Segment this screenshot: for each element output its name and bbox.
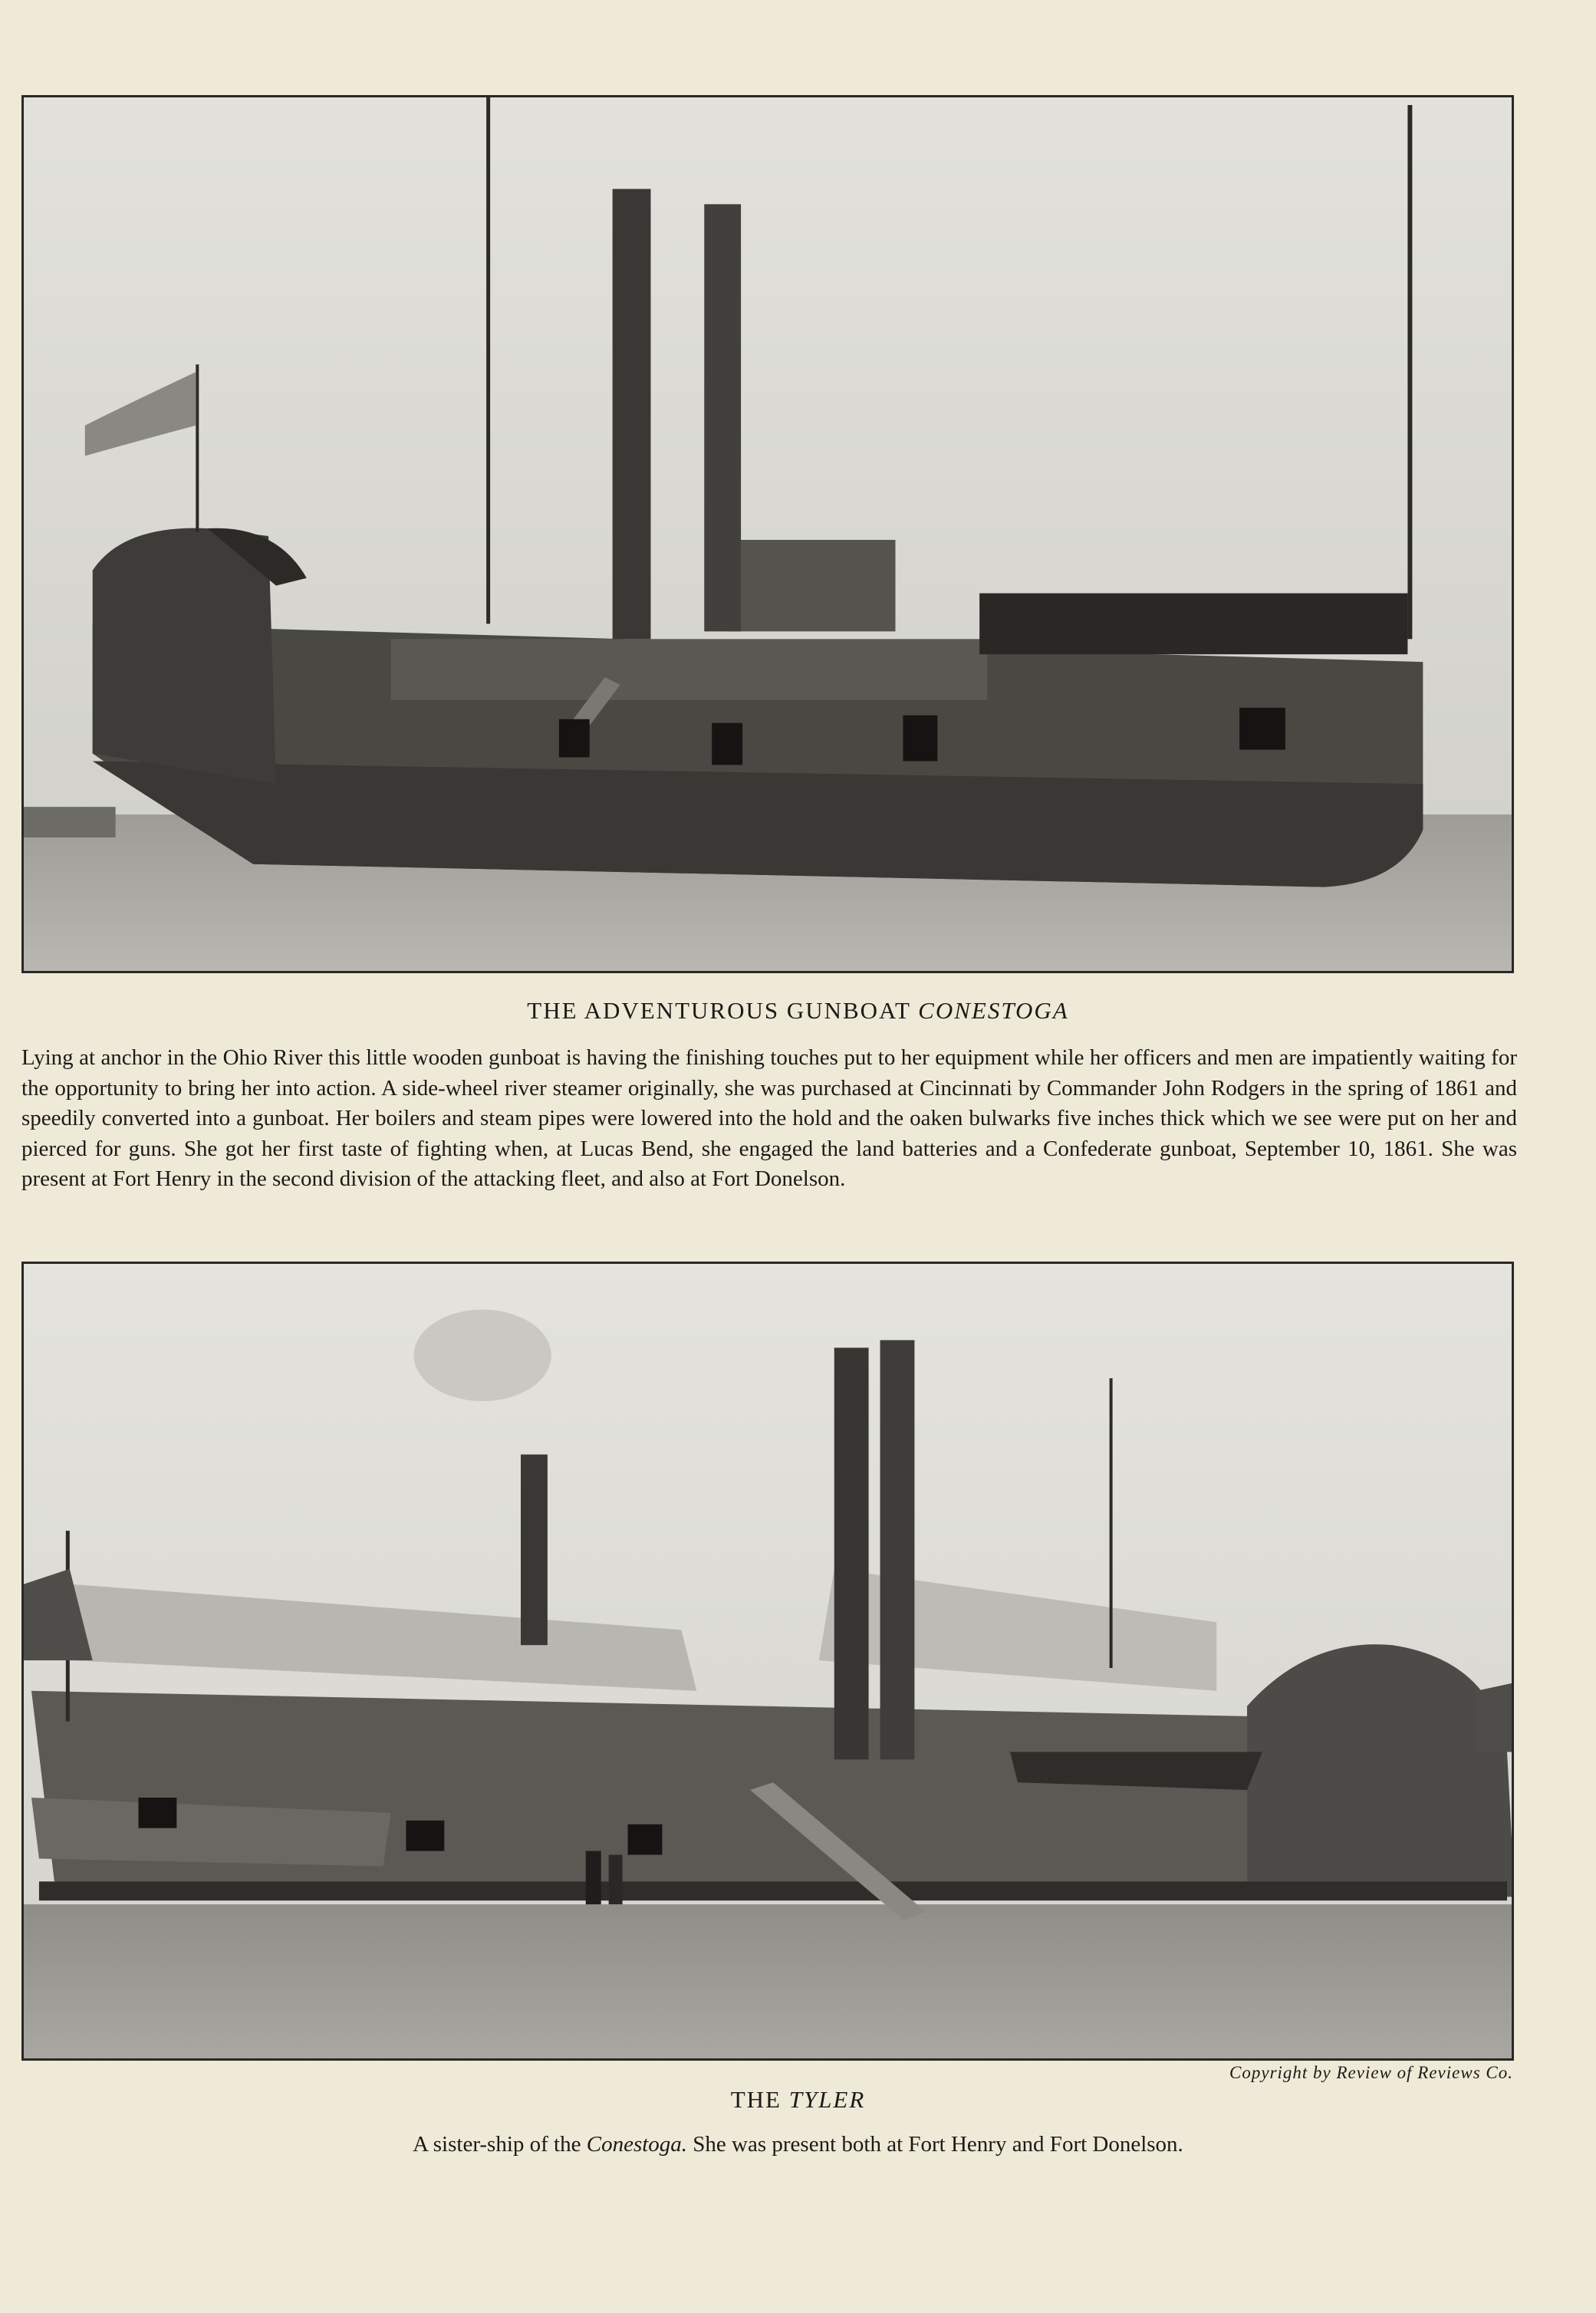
plate2-caption-suffix: She was present both at Fort Henry and Fort Donelson. — [687, 2132, 1183, 2157]
plate1-title — [0, 997, 1596, 1025]
plate2-title-prefix: THE — [730, 2086, 789, 2113]
conestoga-photograph — [21, 95, 1514, 973]
conestoga-photo-drawing — [24, 97, 1512, 971]
copyright-notice: Copyright by Review of Reviews Co. — [1229, 2063, 1513, 2082]
plate2-caption-ship-name: Conestoga. — [586, 2132, 688, 2157]
plate1-title-ship-name: CONESTOGA — [918, 997, 1069, 1024]
tyler-photo-drawing — [24, 1264, 1512, 2058]
plate2-title-ship-name: TYLER — [788, 2086, 866, 2113]
plate1-caption-text: Lying at anchor in the Ohio River this little wooden gunboat is having the finishing touches put to her equipment while her officers and men are impatiently waiting for the opportunity to bring her into action. A side-wheel river steamer originally, she was purchased at Cincinnati by Commander John Rodgers in the spring of 1861 and speedily converted into a gunboat. Her boilers and steam pipes were lowered into the hold and the oaken bulwarks five inches thick which we see were put on her and pierced for guns. She got her first taste of fighting when, at Lucas Bend, she engaged the land batteries and a Confederate gunboat, September 10, 1861. She was present at Fort Henry in the second division of the attacking fleet, and also at Fort Donelson. — [21, 1045, 1517, 1191]
plate1-title-prefix: THE ADVENTUROUS GUNBOAT — [527, 997, 919, 1024]
plate2-title — [0, 2086, 1596, 2114]
tyler-photograph — [21, 1262, 1514, 2061]
plate2-caption-prefix: A sister-ship of the — [413, 2132, 587, 2157]
plate2-caption-text — [0, 2132, 1596, 2157]
